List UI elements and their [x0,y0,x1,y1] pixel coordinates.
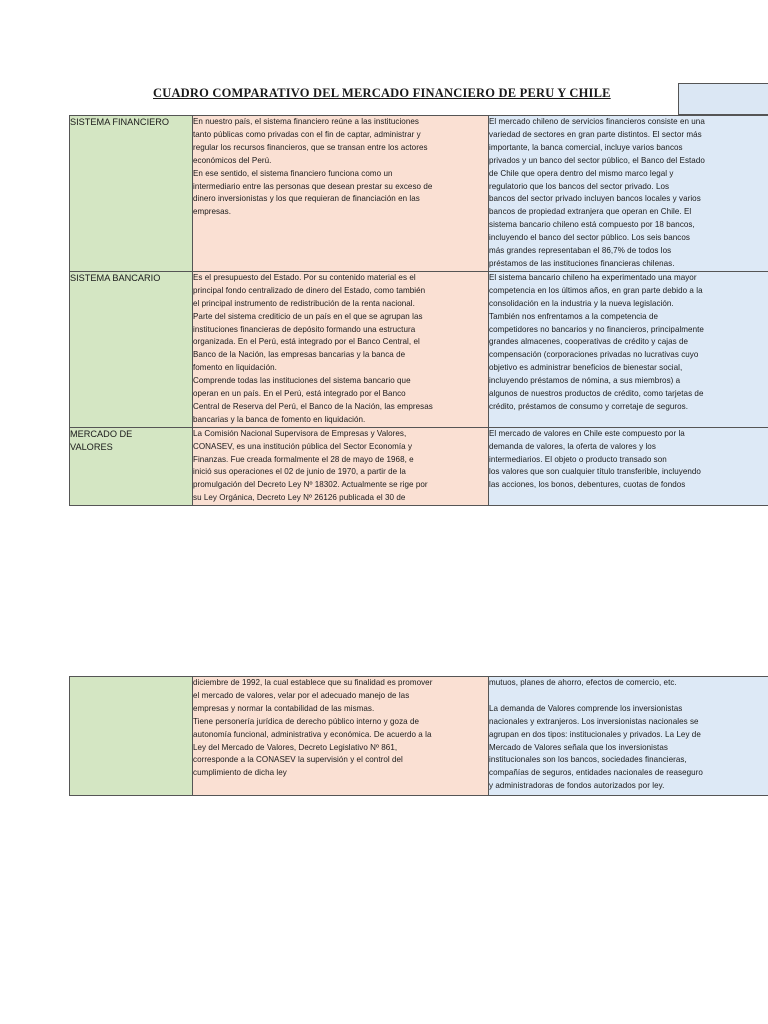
text-line: principal fondo centralizado de dinero del Estado, como también [193,285,426,295]
text-line: bancos del sector privado incluyen bancos locales y varios [489,194,701,204]
text-line: diciembre de 1992, la cual establece que su finalidad es promover [193,678,433,687]
text-line: inició sus operaciones el 02 de junio de 1970, a partir de la [193,467,406,477]
text-line: Tiene personería jurídica de derecho público interno y goza de [193,716,420,726]
row-label: SISTEMA FINANCIERO [70,116,193,272]
text-line: bancos de propiedad extranjera que operan en Chile. El [489,207,692,217]
text-line: más grandes representaban el 86,7% de todos los [489,246,672,256]
text-line: Mercado de Valores señala que los inversionistas [489,742,668,752]
chile-cell [489,116,768,272]
text-line: El mercado chileno de servicios financieros consiste en una [489,117,705,126]
text-line: grandes almacenes, cooperativas de crédito y cajas de [489,337,689,347]
row-label-empty [70,677,193,796]
text-line: el principal instrumento de redistribución de la renta nacional. [193,298,415,308]
text-line: También nos enfrentamos a la competencia de [489,311,658,321]
row-label: SISTEMA BANCARIO [70,271,193,427]
text-line: tanto públicas como privadas con el fin de captar, administrar y [193,129,421,139]
table-row-mercado-de-valores [70,427,768,505]
text-line: las acciones, los bonos, debentures, cuotas de fondos [489,480,686,490]
peru-cell [193,427,489,505]
chile-cell [489,427,768,505]
header-corner-box [678,83,768,115]
text-line: regular los recursos financieros, que se transan entre los actores [193,142,428,152]
text-line: importante, la banca comercial, incluye varios bancos [489,142,683,152]
text-line: demanda de valores, la oferta de valores y los [489,441,656,451]
text-line: dinero inversionistas y los que requieran de financiación en las [193,194,420,204]
text-line: incluyendo préstamos de nómina, a sus miembros) a [489,376,681,386]
chile-cell [489,677,768,796]
text-line: operan en un país. En el Perú, está integrado por el Banco [193,389,406,399]
text-line: empresas. [193,207,232,217]
text-line: competencia en los últimos años, en gran parte debido a la [489,285,703,295]
text-line: de Chile que opera dentro del mismo marco legal y [489,168,674,178]
text-line: fomento en liquidación. [193,363,277,373]
text-line: Parte del sistema crediticio de un país en el que se agrupan las [193,311,423,321]
text-line: y administradoras de fondos autorizados por ley. [489,781,665,791]
text-line: institucionales son los bancos, sociedades financieras, [489,755,687,765]
text-line: Finanzas. Fue creada formalmente el 28 de mayo de 1968, e [193,454,414,464]
text-line: su Ley Orgánica, Decreto Ley Nº 26126 publicada el 30 de [193,493,406,503]
comparison-table-page-2 [69,676,768,796]
text-line: sistema bancario chileno está compuesto por 18 bancos, [489,220,695,230]
text-line: el mercado de valores, velar por el adecuado manejo de las [193,690,410,700]
document-title: CUADRO COMPARATIVO DEL MERCADO FINANCIERO DE PERU Y CHILE [153,86,611,100]
text-line: organizada. En el Perú, está integrado por el Banco Central, el [193,337,420,347]
peru-cell [193,271,489,427]
text-line: instituciones financieras de depósito formando una estructura [193,324,416,334]
text-line: los valores que son cualquier título transferible, incluyendo [489,467,701,477]
comparison-table-page-1 [69,115,768,506]
text-line: préstamos de las instituciones financieras chilenas. [489,258,675,268]
text-line: agrupan en dos tipos: institucionales y privados. La Ley de [489,729,701,739]
text-line: CONASEV, es una institución pública del Sector Economía y [193,441,413,451]
text-line: promulgación del Decreto Ley Nº 18302. Actualmente se rige por [193,480,428,490]
text-line: privados y un banco del sector público, el Banco del Estado [489,155,705,165]
text-line: competidores no bancarios y no financieros, principalmente [489,324,704,334]
text-line: objetivo es administrar beneficios de bienestar social, [489,363,683,373]
blank-line [489,690,768,703]
peru-cell [193,116,489,272]
text-line: Central de Reserva del Perú, el Banco de la Nación, las empresas [193,401,433,411]
table-row-mercado-de-valores-continued [70,677,768,796]
text-line: En nuestro país, el sistema financiero reúne a las instituciones [193,117,419,126]
text-line: incluyendo el banco del sector público. Los seis bancos [489,233,690,243]
peru-cell [193,677,489,796]
text-line: Ley del Mercado de Valores, Decreto Legislativo Nº 861, [193,742,398,752]
table-row-sistema-financiero [70,116,768,272]
text-line: bancarias y la banca de fomento en liquidación. [193,414,366,424]
chile-cell [489,271,768,427]
text-line: económicos del Perú. [193,155,272,165]
text-line: regulatorio que los bancos del sector privado. Los [489,181,670,191]
table-row-sistema-bancario [70,271,768,427]
text-line: intermediario entre las personas que desean prestar su exceso de [193,181,433,191]
text-line: nacionales y extranjeros. Los inversionistas nacionales se [489,716,699,726]
text-line: algunos de nuestros productos de crédito, como tarjetas de [489,389,704,399]
text-line: intermediarios. El objeto o producto transado son [489,454,667,464]
text-line: corresponde a la CONASEV la supervisión y el control del [193,755,403,765]
text-line: consolidación en la industria y la nueva legislación. [489,298,674,308]
text-line: Banco de la Nación, las empresas bancarias y la banca de [193,350,406,360]
text-line: Comprende todas las instituciones del sistema bancario que [193,376,411,386]
text-line: crédito, préstamos de consumo y corretaje de seguros. [489,401,689,411]
row-label-line: VALORES [70,441,113,452]
text-line: La Comisión Nacional Supervisora de Empresas y Valores, [193,428,407,438]
text-line: autonomía funcional, administrativa y económica. De acuerdo a la [193,729,432,739]
text-line: Es el presupuesto del Estado. Por su contenido material es el [193,272,416,282]
text-line: El sistema bancario chileno ha experimentado una mayor [489,272,697,282]
text-line: mutuos, planes de ahorro, efectos de comercio, etc. [489,678,677,687]
text-line: variedad de sectores en gran parte distintos. El sector más [489,129,702,139]
text-line: El mercado de valores en Chile este compuesto por la [489,428,685,438]
row-label-line: MERCADO DE [70,428,133,439]
text-line: compensación (corporaciones privadas no lucrativas cuyo [489,350,699,360]
text-line: empresas y normar la contabilidad de las mismas. [193,703,375,713]
text-line: La demanda de Valores comprende los inversionistas [489,703,683,713]
text-line: compañías de seguros, entidades nacionales de reaseguro [489,768,703,778]
text-line: cumplimiento de dicha ley [193,768,287,778]
row-label [70,427,193,505]
text-line: En ese sentido, el sistema financiero funciona como un [193,168,393,178]
